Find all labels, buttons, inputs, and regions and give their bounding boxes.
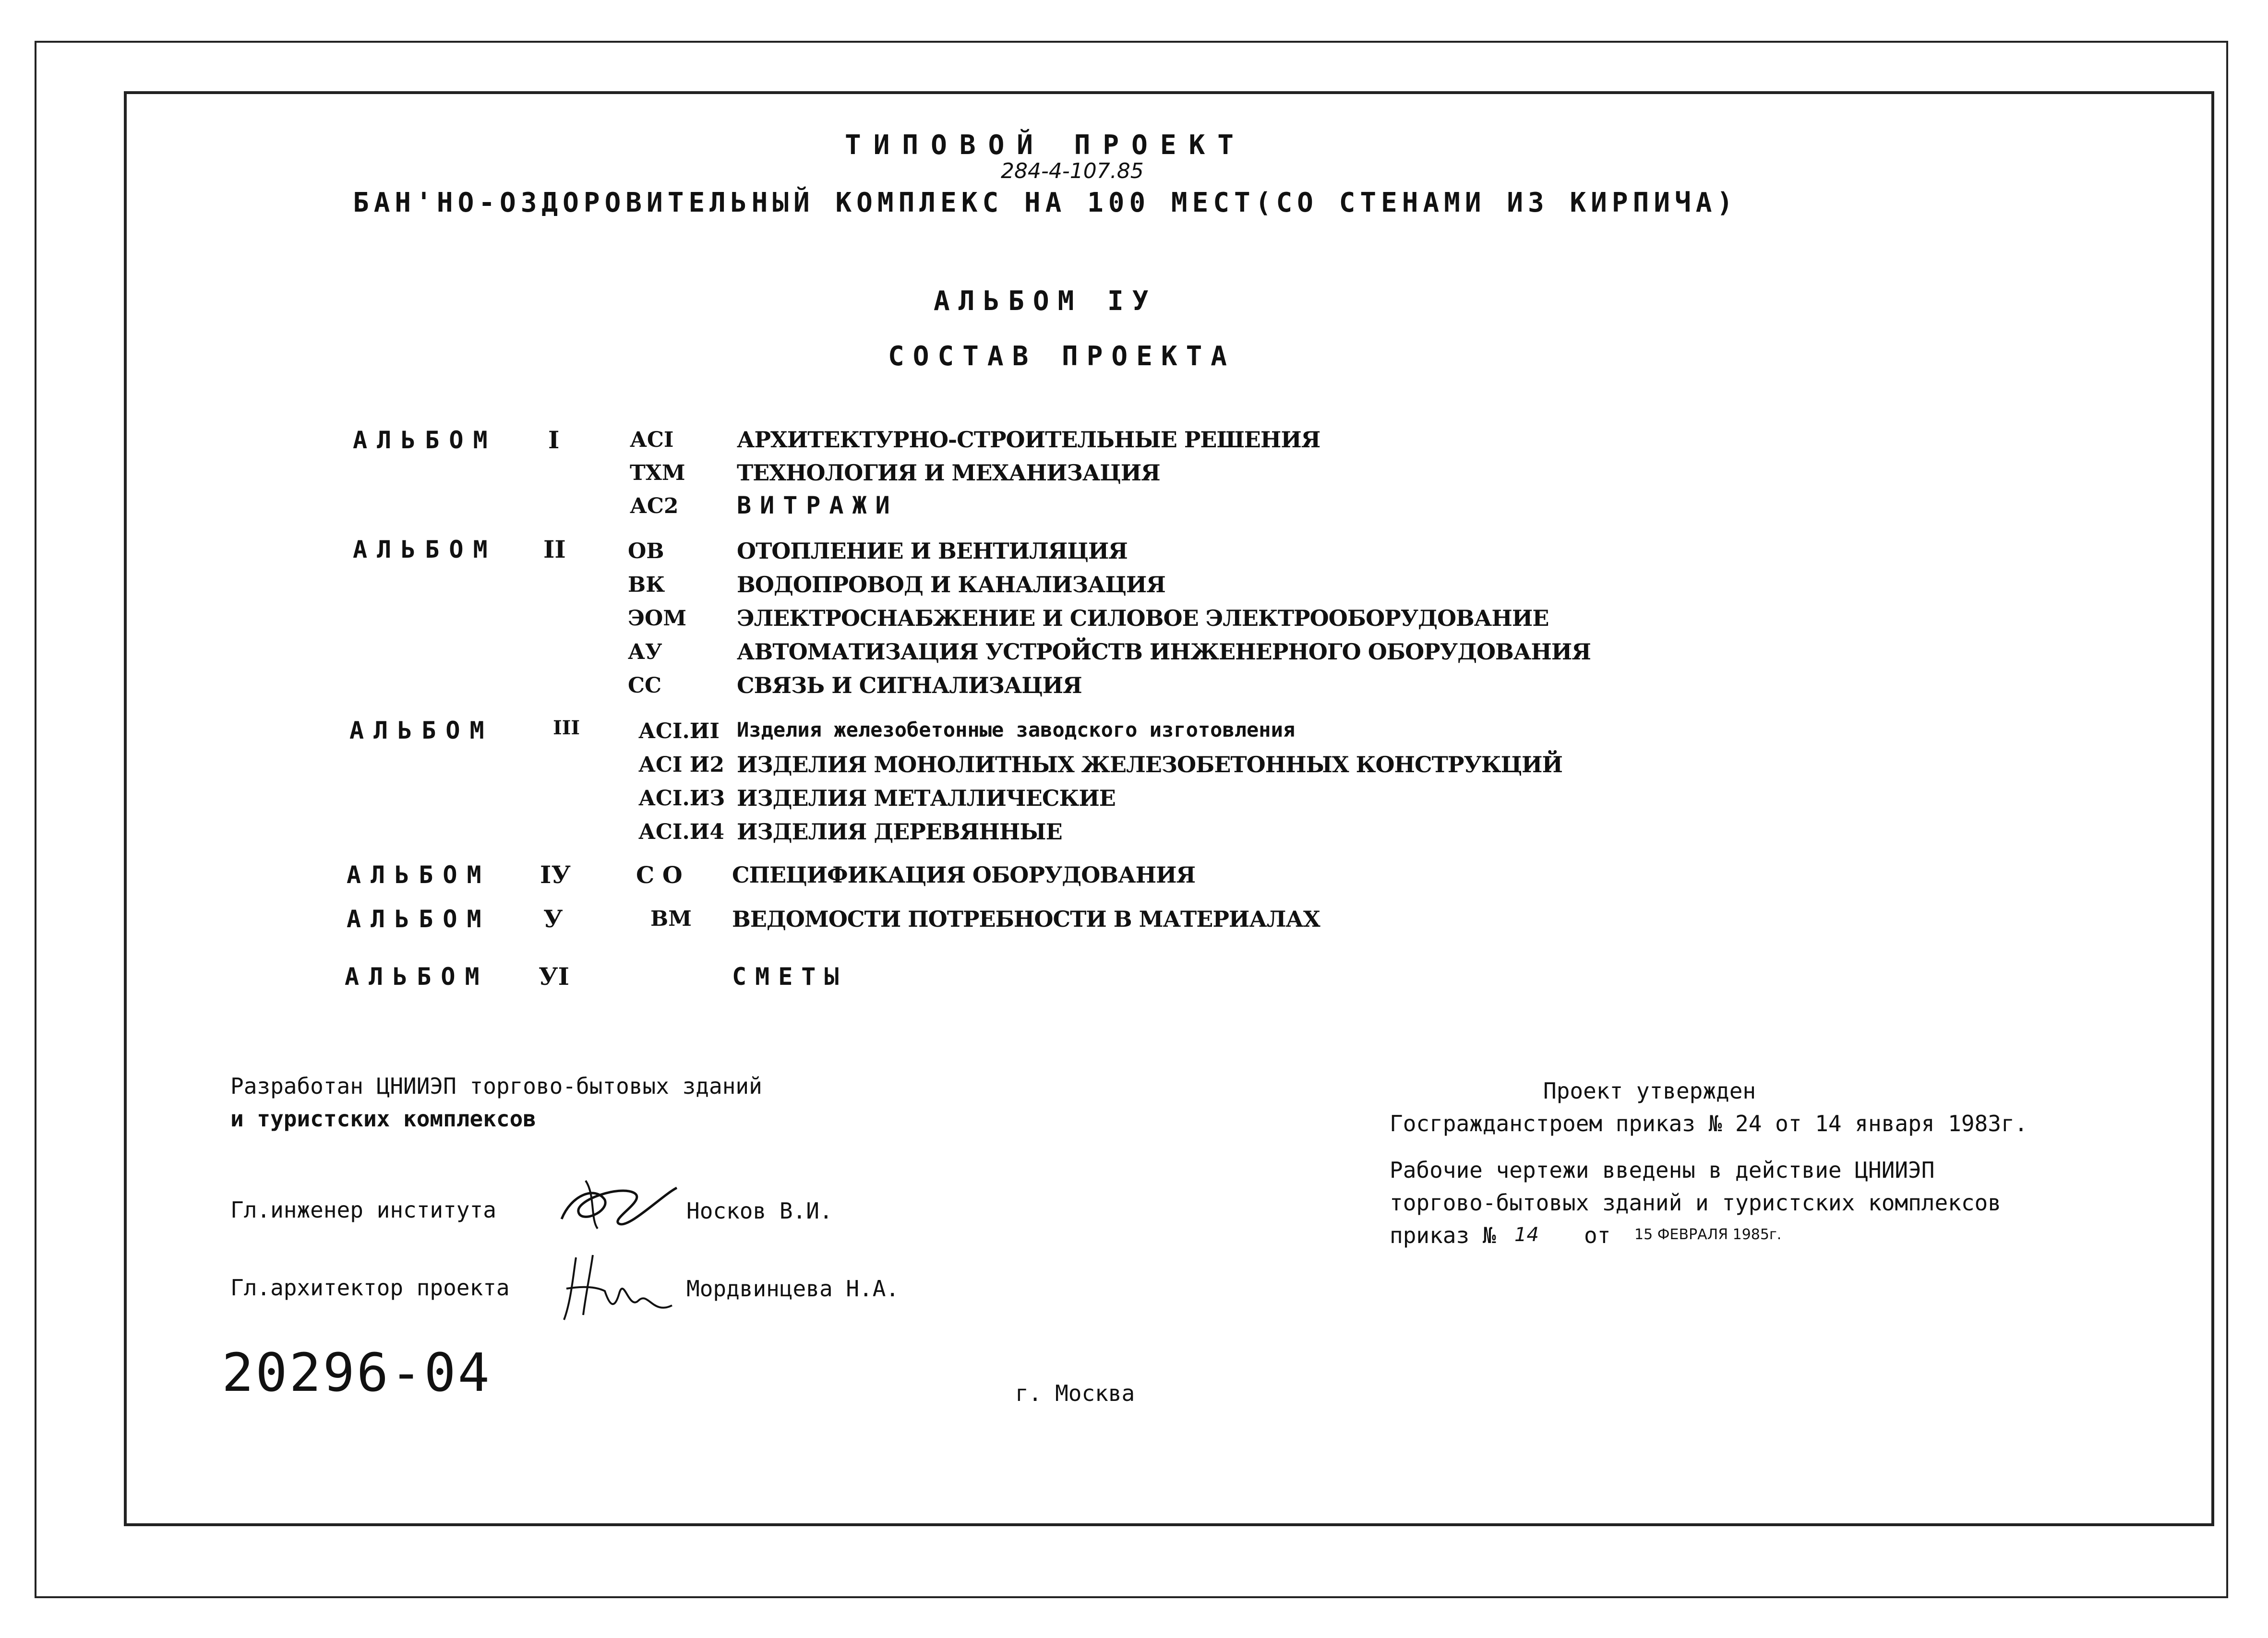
approval-title: Проект утвержден [1543, 1078, 1756, 1104]
section-title: АВТОМАТИЗАЦИЯ УСТРОЙСТВ ИНЖЕНЕРНОГО ОБОРУДОВАНИЯ [737, 639, 1591, 665]
chief-architect-role: Гл.архитектор проекта [230, 1275, 510, 1301]
section-title: ВЕДОМОСТИ ПОТРЕБНОСТИ В МАТЕРИАЛАХ [732, 906, 1320, 932]
enacted-line-2: торгово-бытовых зданий и туристских комплексов [1390, 1190, 2001, 1216]
album-heading: АЛЬБОМ IУ [934, 286, 1157, 317]
section-code: ТХМ [630, 461, 685, 485]
section-code: ЭОМ [628, 606, 687, 631]
developer-line-2: и туристских комплексов [230, 1106, 536, 1132]
order-from: от [1584, 1222, 1611, 1248]
section-title: ВОДОПРОВОД И КАНАЛИЗАЦИЯ [737, 572, 1165, 598]
chief-architect-name: Мордвинцева Н.А. [686, 1276, 900, 1302]
city: г. Москва [1015, 1380, 1135, 1406]
section-title: АРХИТЕКТУРНО-СТРОИТЕЛЬНЫЕ РЕШЕНИЯ [737, 427, 1320, 453]
album-label: АЛЬБОМ [347, 861, 491, 889]
section-title: ВИТРАЖИ [737, 491, 899, 519]
section-code: АС2 [630, 494, 679, 518]
section-title: ИЗДЕЛИЯ МОНОЛИТНЫХ ЖЕЛЕЗОБЕТОННЫХ КОНСТРУКЦИЙ [737, 752, 1562, 777]
section-code: ОВ [628, 539, 664, 563]
album-number: У [543, 905, 563, 933]
section-code: АСI И2 [638, 753, 724, 777]
enacted-line-1: Рабочие чертежи введены в действие ЦНИИЭП [1390, 1157, 1935, 1183]
album-label: АЛЬБОМ [353, 426, 497, 454]
order-prefix: приказ № [1390, 1222, 1496, 1248]
album-label: АЛЬБОМ [349, 717, 494, 744]
album-number: III [553, 717, 580, 739]
album-number: УI [539, 962, 569, 991]
chief-engineer-name: Носков В.И. [686, 1198, 833, 1224]
section-title: СМЕТЫ [732, 963, 848, 991]
section-title: ТЕХНОЛОГИЯ И МЕХАНИЗАЦИЯ [737, 460, 1160, 486]
doc-type-title: ТИПОВОЙ ПРОЕКТ [845, 130, 1247, 161]
section-title: ОТОПЛЕНИЕ И ВЕНТИЛЯЦИЯ [737, 538, 1128, 564]
inventory-stamp: 20296-04 [222, 1342, 492, 1403]
section-code: АУ [628, 640, 662, 664]
album-number: I [548, 426, 560, 454]
section-code: АСI.ИI [638, 719, 720, 743]
album-number: IУ [540, 861, 571, 889]
project-title: БАН'НО-ОЗДОРОВИТЕЛЬНЫЙ КОМПЛЕКС НА 100 МЕСТ(СО СТЕНАМИ ИЗ КИРПИЧА) [353, 187, 1738, 218]
section-title: ЭЛЕКТРОСНАБЖЕНИЕ И СИЛОВОЕ ЭЛЕКТРООБОРУДОВАНИЕ [737, 605, 1549, 631]
order-number: 14 [1514, 1224, 1539, 1246]
chief-engineer-signature [552, 1166, 682, 1238]
section-code: ВМ [650, 907, 692, 931]
album-label: АЛЬБОМ [347, 905, 491, 933]
developer-line-1: Разработан ЦНИИЭП торгово-бытовых зданий [230, 1073, 762, 1099]
chief-architect-signature [557, 1248, 682, 1329]
section-title: Изделия железобетонные заводского изготовления [737, 718, 1296, 741]
section-title: СВЯЗЬ И СИГНАЛИЗАЦИЯ [737, 672, 1082, 698]
album-number: II [543, 535, 566, 563]
section-code: С О [636, 862, 683, 889]
section-title: ИЗДЕЛИЯ ДЕРЕВЯННЫЕ [737, 819, 1062, 845]
project-code: 284-4-107.85 [1001, 159, 1144, 183]
section-code: СС [628, 673, 662, 698]
section-code: АСI.ИЗ [638, 786, 725, 811]
approval-line: Госгражданстроем приказ № 24 от 14 января 1983г. [1390, 1111, 2028, 1136]
album-label: АЛЬБОМ [345, 963, 489, 991]
order-date: 15 ФЕВРАЛЯ 1985г. [1634, 1226, 1782, 1243]
section-title: ИЗДЕЛИЯ МЕТАЛЛИЧЕСКИЕ [737, 785, 1116, 811]
section-title: СПЕЦИФИКАЦИЯ ОБОРУДОВАНИЯ [732, 862, 1196, 888]
chief-engineer-role: Гл.инженер института [230, 1197, 496, 1223]
section-code: АСI.И4 [638, 820, 724, 844]
inner-frame [124, 91, 2214, 1526]
section-code: АСI [630, 428, 674, 452]
section-code: ВК [628, 573, 665, 597]
album-label: АЛЬБОМ [353, 536, 497, 563]
composition-heading: СОСТАВ ПРОЕКТА [888, 341, 1236, 372]
